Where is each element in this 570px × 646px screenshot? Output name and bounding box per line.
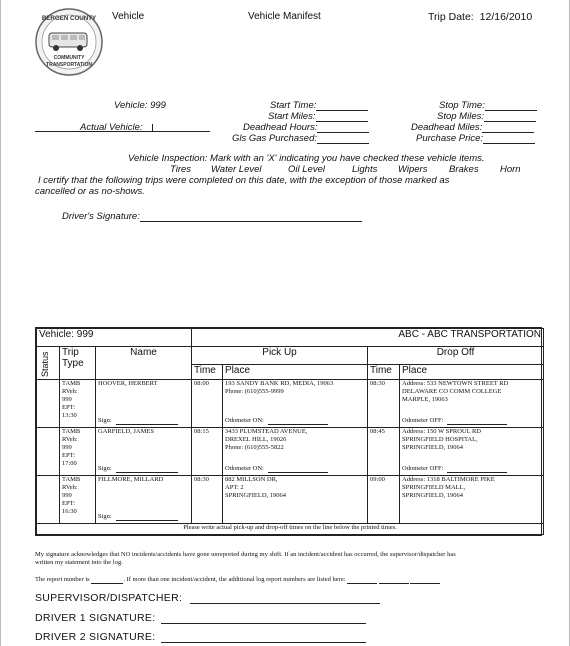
- dropoff-time-header: Time: [368, 365, 400, 380]
- supervisor-signature-field[interactable]: [190, 594, 380, 604]
- trip-date-label: Trip Date:: [428, 11, 474, 23]
- sign-field[interactable]: Sign:: [98, 465, 178, 473]
- dropoff-time-cell: 08:30: [368, 380, 400, 428]
- table-company: ABC - ABC TRANSPORTATION: [192, 329, 544, 347]
- status-cell[interactable]: [37, 428, 60, 476]
- dropoff-place-cell: Address: 1318 BALTIMORE PIKE SPRINGFIELD MALL, SPRINGFIELD, 19064: [400, 476, 544, 524]
- sign-field[interactable]: Sign:: [98, 513, 178, 521]
- table-vehicle: Vehicle: 999: [37, 329, 192, 347]
- certify-line-1: I certify that the following trips were completed on this date, with the exception of those marked as: [38, 175, 450, 186]
- inspection-item-tires[interactable]: Tires: [170, 164, 192, 175]
- dropoff-place-cell: Address: 150 W SPROUL RD SPRINGFIELD HOSPITAL, SPRINGFIELD, 19064 Odometer OFF:: [400, 428, 544, 476]
- pickup-time-cell: 08:15: [192, 428, 223, 476]
- odometer-off-field[interactable]: Odometer OFF:: [402, 417, 507, 425]
- inspection-item-oil-level[interactable]: Oil Level: [288, 164, 325, 175]
- start-miles-label: Start Miles:: [268, 111, 368, 122]
- dropoff-place-header: Place: [400, 365, 544, 380]
- stop-time-label: Stop Time:: [439, 100, 537, 111]
- passenger-name-cell: HOOVER, HERBERT Sign:: [96, 380, 192, 428]
- status-cell[interactable]: [37, 476, 60, 524]
- deadhead-hours-field[interactable]: [317, 123, 369, 133]
- gas-purchased-field[interactable]: [317, 134, 369, 144]
- odometer-on-field[interactable]: Odometer ON:: [225, 465, 328, 473]
- inspection-item-wipers[interactable]: Wipers: [398, 164, 428, 175]
- trip-date-value: 12/16/2010: [479, 11, 533, 23]
- table-row: [37, 380, 544, 428]
- start-time-field[interactable]: [316, 101, 368, 111]
- gas-purchased-label: Gls Gas Purchased:: [232, 133, 369, 144]
- report-number-field[interactable]: [91, 577, 123, 584]
- logo-mid-text: COMMUNITY: [53, 55, 85, 61]
- driver2-signature: DRIVER 2 SIGNATURE:: [35, 631, 366, 643]
- stop-miles-field[interactable]: [484, 112, 536, 122]
- status-header: Status: [37, 347, 60, 380]
- odometer-off-field[interactable]: Odometer OFF:: [402, 465, 507, 473]
- vehicle-number: Vehicle: 999: [114, 100, 166, 111]
- table-row: [37, 428, 544, 476]
- dropoff-header: Drop Off: [368, 347, 544, 365]
- logo-bottom-text: TRANSPORTATION: [46, 62, 92, 68]
- inspection-item-water-level[interactable]: Water Level: [211, 164, 262, 175]
- actual-vehicle-label: Actual Vehicle:: [80, 122, 143, 133]
- start-miles-field[interactable]: [316, 112, 368, 122]
- driver1-signature: DRIVER 1 SIGNATURE:: [35, 612, 366, 624]
- start-time-label: Start Time:: [270, 100, 368, 111]
- page-title: Vehicle Manifest: [248, 11, 321, 22]
- supervisor-signature: SUPERVISOR/DISPATCHER:: [35, 592, 380, 604]
- trip-type-header: Trip Type: [60, 347, 96, 380]
- pickup-time-cell: 08:00: [192, 380, 223, 428]
- passenger-name-cell: FILLMORE, MILLARD Sign:: [96, 476, 192, 524]
- logo-top-text: BERGEN COUNTY: [41, 15, 97, 22]
- inspection-item-horn[interactable]: Horn: [500, 164, 521, 175]
- bergen-county-logo: [34, 7, 104, 77]
- name-header: Name: [96, 347, 192, 380]
- pickup-time-cell: 08:30: [192, 476, 223, 524]
- pickup-time-header: Time: [192, 365, 223, 380]
- inspection-item-lights[interactable]: Lights: [352, 164, 378, 175]
- acknowledgement-line-2: written my statement into the log.: [35, 559, 123, 566]
- deadhead-miles-label: Deadhead Miles:: [411, 122, 534, 133]
- pickup-place-cell: 193 SANDY BANK RD, MEDIA, 19063 Phone: (610)555-9999 Odometer ON:: [223, 380, 368, 428]
- dropoff-time-cell: 09:00: [368, 476, 400, 524]
- pickup-place-cell: 3433 PLUMSTEAD AVENUE, DREXEL HILL, 19026 Phone: (610)555-5822 Odometer ON:: [223, 428, 368, 476]
- pickup-place-cell: 882 MILLSON DR, APT: 2 SPRINGFIELD, 19064: [223, 476, 368, 524]
- actual-vehicle-line[interactable]: [35, 131, 210, 132]
- sign-field[interactable]: Sign:: [98, 417, 178, 425]
- pickup-place-header: Place: [223, 365, 368, 380]
- trip-type-cell: TAMB RVeh: 999 EPT: 17:00: [60, 428, 96, 476]
- dropoff-time-cell: 08:45: [368, 428, 400, 476]
- dropoff-place-cell: Address: 533 NEWTOWN STREET RD DELAWARE CO COMM COLLEGE MARPLE, 19063 Odometer OFF:: [400, 380, 544, 428]
- purchase-price-label: Purchase Price:: [416, 133, 535, 144]
- deadhead-hours-label: Deadhead Hours:: [243, 122, 369, 133]
- inspection-item-brakes[interactable]: Brakes: [449, 164, 479, 175]
- trip-type-cell: TAMB RVeh: 999 EPT: 13:30: [60, 380, 96, 428]
- acknowledgement-line-1: My signature acknowledges that NO incidents/accidents have gone unreported during my shift. If an incident/accident has occurred, the supervisor/dispatcher has: [35, 551, 456, 558]
- driver-signature-label: Driver's Signature:: [62, 211, 362, 222]
- trip-type-cell: TAMB RVeh: 999 EPT: 16:30: [60, 476, 96, 524]
- status-cell[interactable]: [37, 380, 60, 428]
- passenger-name-cell: GARFIELD, JAMES Sign:: [96, 428, 192, 476]
- stop-time-field[interactable]: [485, 101, 537, 111]
- additional-report-field-3[interactable]: [410, 577, 440, 584]
- vehicle-header-label: Vehicle: [112, 11, 145, 22]
- pickup-note: Please write actual pick-up and drop-off times on the line below the printed times.: [37, 524, 544, 535]
- driver1-signature-field[interactable]: [161, 614, 366, 624]
- additional-report-field-1[interactable]: [347, 577, 377, 584]
- stop-miles-label: Stop Miles:: [437, 111, 536, 122]
- trip-date: [428, 11, 532, 23]
- odometer-on-field[interactable]: Odometer ON:: [225, 417, 328, 425]
- actual-vehicle-divider: [152, 124, 153, 132]
- trip-table: [35, 327, 542, 536]
- pickup-header: Pick Up: [192, 347, 368, 365]
- driver2-signature-field[interactable]: [161, 633, 366, 643]
- table-row: [37, 476, 544, 524]
- deadhead-miles-field[interactable]: [482, 123, 534, 133]
- report-number-line: The report number is . If more than one incident/accident, the additional log report numbers are listed here:: [35, 576, 440, 584]
- additional-report-field-2[interactable]: [379, 577, 409, 584]
- inspection-instructions: Vehicle Inspection: Mark with an 'X' indicating you have checked these vehicle items.: [128, 153, 485, 164]
- certify-line-2: cancelled or as no-shows.: [35, 186, 145, 197]
- driver-signature-field[interactable]: [140, 212, 362, 222]
- purchase-price-field[interactable]: [483, 134, 535, 144]
